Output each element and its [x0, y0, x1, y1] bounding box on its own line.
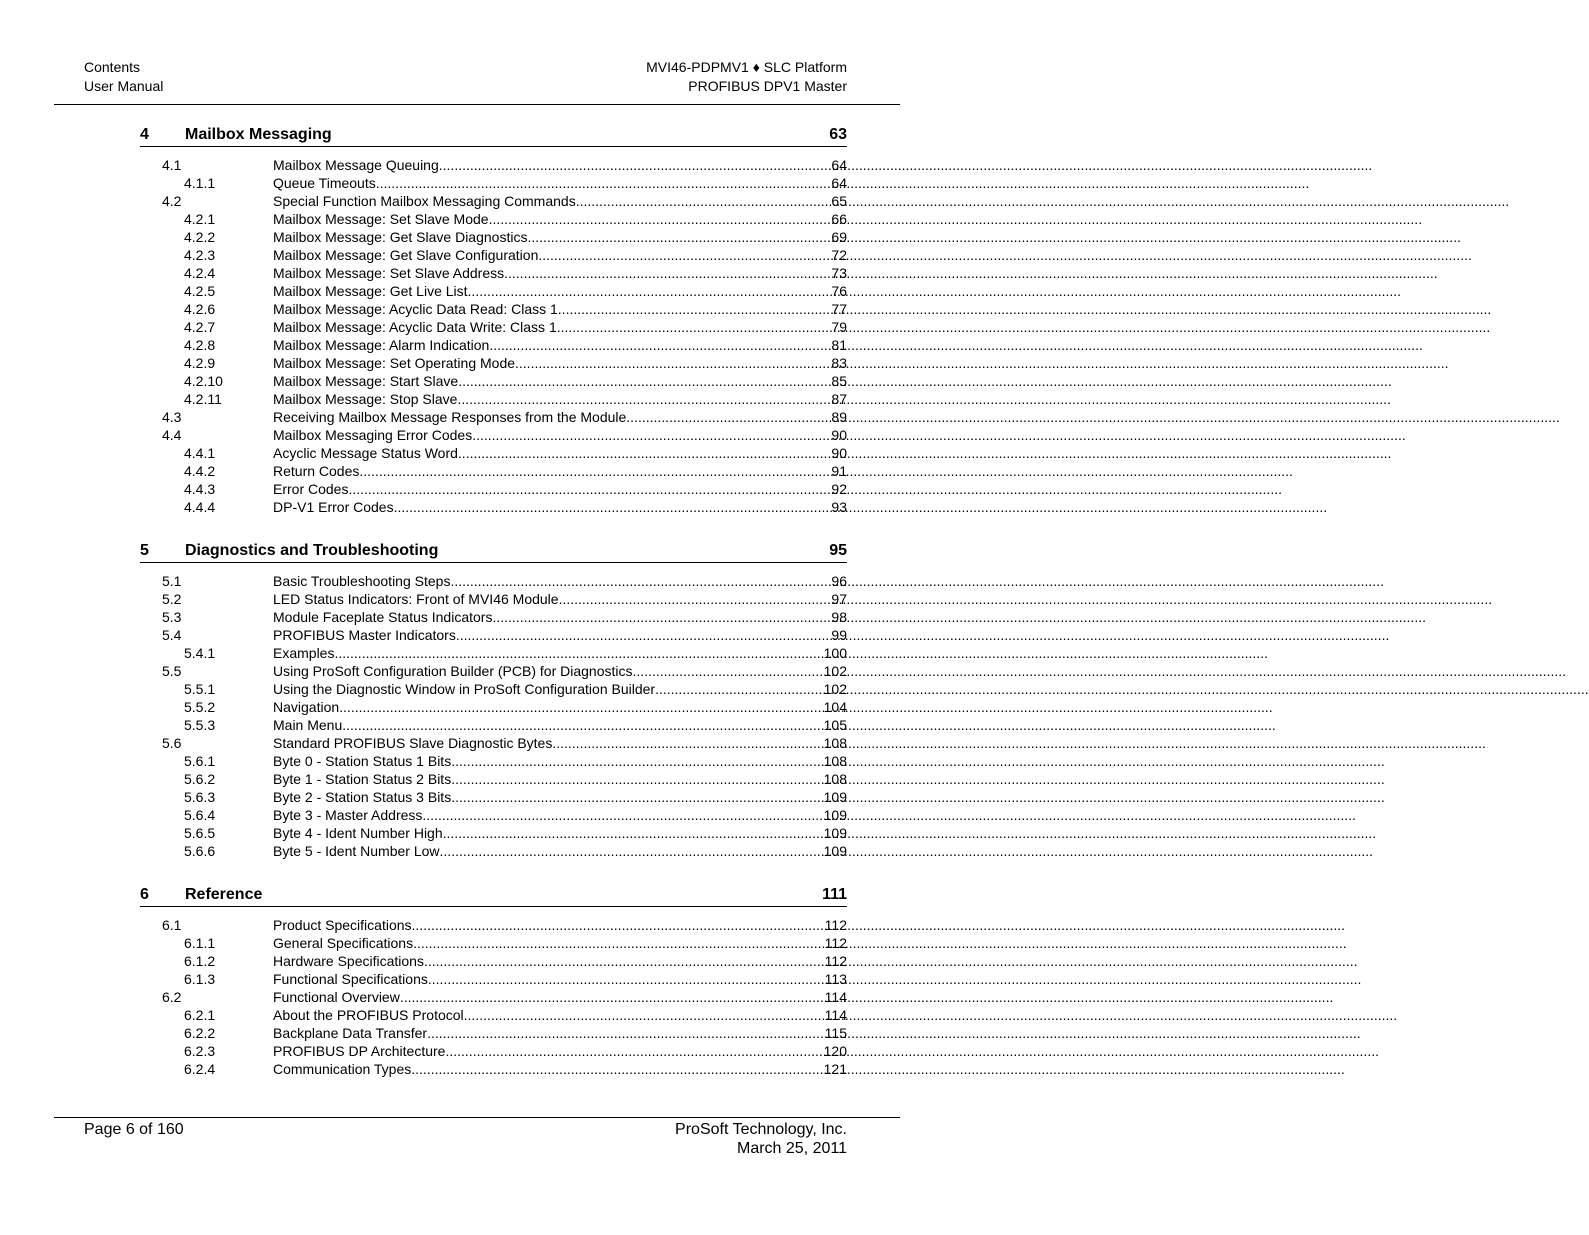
entry-number: 6.1.1 — [184, 935, 216, 951]
table-of-contents — [140, 124, 847, 1102]
entry-number: 4.4.2 — [184, 463, 216, 479]
entry-title: Examples — [273, 645, 335, 661]
dot-leader — [445, 1042, 820, 1060]
toc-entry[interactable] — [140, 1042, 847, 1060]
entry-title: Basic Troubleshooting Steps — [273, 573, 451, 589]
entry-page-number: 108 — [823, 735, 847, 751]
entry-number: 6.1.2 — [184, 953, 216, 969]
page-header-left — [84, 58, 163, 96]
entry-number: 6.2.2 — [184, 1025, 216, 1041]
dot-leader — [334, 644, 820, 662]
toc-entry[interactable] — [140, 300, 847, 318]
toc-entry[interactable] — [140, 246, 847, 264]
toc-section — [140, 884, 847, 1078]
entry-page-number: 81 — [831, 337, 847, 353]
footer-divider — [54, 1117, 900, 1118]
entry-number: 6.1 — [162, 917, 182, 933]
dot-leader — [576, 192, 829, 210]
entry-page-number: 72 — [831, 247, 847, 263]
entry-title: Mailbox Message: Alarm Indication — [273, 337, 490, 353]
entry-title: Byte 5 - Ident Number Low — [273, 843, 440, 859]
entry-title: Byte 1 - Station Status 2 Bits — [273, 771, 452, 787]
section-page-number: 63 — [829, 126, 847, 143]
entry-title: Mailbox Message: Acyclic Data Read: Class 1 — [273, 301, 558, 317]
toc-entry[interactable] — [140, 662, 847, 680]
dot-leader — [489, 336, 828, 354]
entry-number: 5.4.1 — [184, 645, 216, 661]
entry-number: 5.6 — [162, 735, 182, 751]
dot-leader — [439, 156, 829, 174]
dot-leader — [428, 970, 822, 988]
section-page-number: 111 — [822, 886, 847, 903]
entry-page-number: 109 — [823, 825, 847, 841]
entry-number: 4.2.11 — [184, 391, 222, 407]
toc-entry[interactable] — [140, 824, 847, 842]
entry-page-number: 112 — [824, 917, 847, 933]
dot-leader — [472, 426, 828, 444]
entry-page-number: 77 — [831, 301, 847, 317]
dot-leader — [489, 210, 829, 228]
entry-title: Product Specifications — [273, 917, 412, 933]
toc-entry[interactable] — [140, 680, 847, 698]
entry-page-number: 102 — [823, 681, 847, 697]
entry-page-number: 114 — [824, 989, 847, 1005]
toc-entry[interactable] — [140, 916, 847, 934]
toc-entry[interactable] — [140, 934, 847, 952]
entry-page-number: 92 — [831, 481, 847, 497]
entry-title: Byte 2 - Station Status 3 Bits — [273, 789, 452, 805]
entry-title: PROFIBUS Master Indicators — [273, 627, 456, 643]
entry-page-number: 121 — [823, 1061, 847, 1077]
entry-number: 5.1 — [162, 573, 182, 589]
entry-page-number: 108 — [823, 771, 847, 787]
toc-entry[interactable] — [140, 1024, 847, 1042]
entry-page-number: 100 — [823, 645, 847, 661]
toc-entry[interactable] — [140, 480, 847, 498]
entry-title: Mailbox Message: Set Operating Mode — [273, 355, 516, 371]
entry-page-number: 105 — [823, 717, 847, 733]
dot-leader — [394, 498, 829, 516]
toc-entry[interactable] — [140, 590, 847, 608]
toc-entry[interactable] — [140, 174, 847, 192]
entry-title: Mailbox Message: Stop Slave — [273, 391, 458, 407]
entry-title: About the PROFIBUS Protocol — [273, 1007, 464, 1023]
dot-leader — [412, 916, 822, 934]
entry-page-number: 109 — [823, 789, 847, 805]
entry-title: Byte 0 - Station Status 1 Bits — [273, 753, 452, 769]
toc-entry[interactable] — [140, 444, 847, 462]
dot-leader — [552, 734, 820, 752]
toc-entry[interactable] — [140, 318, 847, 336]
dot-leader — [633, 662, 821, 680]
entry-number: 4.4.4 — [184, 499, 216, 515]
entry-number: 5.6.5 — [184, 825, 216, 841]
entry-title: PROFIBUS DP Architecture — [273, 1043, 446, 1059]
section-page-number: 95 — [829, 542, 847, 559]
dot-leader — [458, 372, 828, 390]
entry-title: Mailbox Message: Set Slave Address — [273, 265, 505, 281]
entry-title: General Specifications — [273, 935, 414, 951]
dot-leader — [492, 608, 828, 626]
toc-entry[interactable] — [140, 1006, 847, 1024]
toc-entry[interactable] — [140, 770, 847, 788]
entry-page-number: 90 — [831, 445, 847, 461]
dot-leader — [457, 390, 828, 408]
entry-number: 5.2 — [162, 591, 182, 607]
dot-leader — [458, 444, 829, 462]
entry-title: Mailbox Message: Acyclic Data Write: Class 1 — [273, 319, 557, 335]
page-header-right — [646, 58, 847, 96]
entry-page-number: 96 — [831, 573, 847, 589]
entry-page-number: 65 — [831, 193, 847, 209]
entry-title: Mailbox Message: Get Live List — [273, 283, 468, 299]
toc-entry[interactable] — [140, 390, 847, 408]
dot-leader — [451, 770, 820, 788]
toc-entry[interactable] — [140, 498, 847, 516]
entry-page-number: 112 — [824, 935, 847, 951]
section-title: Reference — [185, 886, 263, 903]
entry-page-number: 114 — [824, 1007, 847, 1023]
entry-number: 4.4.3 — [184, 481, 216, 497]
entry-title: Mailbox Message: Start Slave — [273, 373, 459, 389]
entry-number: 4.4.1 — [184, 445, 216, 461]
toc-entry[interactable] — [140, 462, 847, 480]
entry-title: Using the Diagnostic Window in ProSoft Configuration Builder — [273, 681, 656, 697]
toc-entry[interactable] — [140, 156, 847, 174]
entry-page-number: 79 — [831, 319, 847, 335]
entry-page-number: 109 — [823, 843, 847, 859]
toc-entry[interactable] — [140, 372, 847, 390]
toc-section-heading[interactable] — [140, 124, 847, 147]
dot-leader — [504, 264, 828, 282]
dot-leader — [557, 318, 829, 336]
toc-entry[interactable] — [140, 1060, 847, 1078]
header-protocol-label: PROFIBUS DPV1 Master — [688, 78, 847, 94]
toc-entry[interactable] — [140, 752, 847, 770]
toc-entry[interactable] — [140, 788, 847, 806]
dot-leader — [515, 354, 828, 372]
entry-page-number: 120 — [823, 1043, 847, 1059]
toc-entry[interactable] — [140, 228, 847, 246]
dot-leader — [440, 842, 821, 860]
entry-page-number: 97 — [831, 591, 847, 607]
toc-entry[interactable] — [140, 336, 847, 354]
toc-entry[interactable] — [140, 970, 847, 988]
toc-entry[interactable] — [140, 988, 847, 1006]
toc-entry[interactable] — [140, 842, 847, 860]
dot-leader — [538, 246, 828, 264]
dot-leader — [376, 174, 829, 192]
toc-entry[interactable] — [140, 716, 847, 734]
entry-title: Mailbox Messaging Error Codes — [273, 427, 473, 443]
toc-entry[interactable] — [140, 282, 847, 300]
dot-leader — [443, 824, 821, 842]
header-divider — [54, 104, 900, 105]
toc-entry[interactable] — [140, 734, 847, 752]
entry-title: DP-V1 Error Codes — [273, 499, 394, 515]
entry-number: 4.1.1 — [184, 175, 216, 191]
dot-leader — [527, 228, 828, 246]
section-number: 6 — [140, 886, 149, 903]
toc-entry[interactable] — [140, 626, 847, 644]
entry-number: 4.2 — [162, 193, 182, 209]
entry-title: Module Faceplate Status Indicators — [273, 609, 493, 625]
footer-company: ProSoft Technology, Inc. — [675, 1121, 847, 1138]
entry-title: Error Codes — [273, 481, 349, 497]
dot-leader — [456, 626, 829, 644]
entry-number: 4.2.6 — [184, 301, 216, 317]
section-number: 4 — [140, 126, 149, 143]
toc-entry[interactable] — [140, 608, 847, 626]
entry-page-number: 73 — [831, 265, 847, 281]
entry-number: 5.6.1 — [184, 753, 216, 769]
entry-page-number: 64 — [831, 175, 847, 191]
entry-title: Functional Overview — [273, 989, 400, 1005]
entry-number: 4.3 — [162, 409, 182, 425]
entry-title: Hardware Specifications — [273, 953, 424, 969]
entry-title: Navigation — [273, 699, 340, 715]
entry-title: Byte 4 - Ident Number High — [273, 825, 443, 841]
dot-leader — [464, 1006, 822, 1024]
entry-page-number: 99 — [831, 627, 847, 643]
entry-number: 4.1 — [162, 157, 182, 173]
toc-entry[interactable] — [140, 698, 847, 716]
dot-leader — [400, 988, 822, 1006]
entry-page-number: 113 — [824, 971, 847, 987]
dot-leader — [451, 788, 820, 806]
dot-leader — [342, 716, 820, 734]
entry-page-number: 112 — [824, 953, 847, 969]
toc-entry[interactable] — [140, 408, 847, 426]
entry-page-number: 69 — [831, 229, 847, 245]
dot-leader — [339, 698, 820, 716]
entry-number: 4.2.10 — [184, 373, 223, 389]
entry-number: 5.6.2 — [184, 771, 216, 787]
entry-title: Using ProSoft Configuration Builder (PCB) for Diagnostics — [273, 663, 633, 679]
dot-leader — [427, 1024, 822, 1042]
entry-number: 5.5.2 — [184, 699, 216, 715]
entry-title: Communication Types — [273, 1061, 412, 1077]
entry-number: 5.5 — [162, 663, 182, 679]
entry-number: 5.6.4 — [184, 807, 216, 823]
entry-title: Backplane Data Transfer — [273, 1025, 428, 1041]
entry-title: Receiving Mailbox Message Responses from the Module — [273, 409, 627, 425]
toc-section-heading[interactable] — [140, 884, 847, 907]
section-title: Diagnostics and Troubleshooting — [185, 542, 439, 559]
entry-number: 4.2.8 — [184, 337, 216, 353]
entry-page-number: 98 — [831, 609, 847, 625]
entry-title: Byte 3 - Master Address — [273, 807, 423, 823]
entry-number: 4.2.1 — [184, 211, 216, 227]
dot-leader — [450, 572, 828, 590]
entry-number: 5.6.6 — [184, 843, 216, 859]
dot-leader — [451, 752, 820, 770]
entry-page-number: 104 — [823, 699, 847, 715]
toc-section — [140, 540, 847, 860]
dot-leader — [411, 1060, 820, 1078]
dot-leader — [348, 480, 828, 498]
entry-page-number: 76 — [831, 283, 847, 299]
entry-title: Mailbox Message: Get Slave Diagnostics — [273, 229, 528, 245]
entry-page-number: 108 — [823, 753, 847, 769]
entry-number: 6.2 — [162, 989, 182, 1005]
entry-number: 6.2.1 — [184, 1007, 216, 1023]
toc-entry[interactable] — [140, 952, 847, 970]
section-number: 5 — [140, 542, 149, 559]
toc-entry[interactable] — [140, 426, 847, 444]
entry-number: 5.4 — [162, 627, 182, 643]
toc-section — [140, 124, 847, 516]
entry-number: 6.2.4 — [184, 1061, 216, 1077]
entry-title: Mailbox Message Queuing — [273, 157, 439, 173]
entry-number: 4.2.3 — [184, 247, 216, 263]
entry-page-number: 102 — [823, 663, 847, 679]
entry-title: Mailbox Message: Set Slave Mode — [273, 211, 489, 227]
entry-number: 6.1.3 — [184, 971, 216, 987]
dot-leader — [359, 462, 828, 480]
entry-page-number: 91 — [831, 463, 847, 479]
entry-title: LED Status Indicators: Front of MVI46 Module — [273, 591, 559, 607]
dot-leader — [413, 934, 822, 952]
dot-leader — [559, 590, 829, 608]
toc-entry[interactable] — [140, 806, 847, 824]
entry-page-number: 64 — [831, 157, 847, 173]
entry-page-number: 87 — [831, 391, 847, 407]
entry-title: Mailbox Message: Get Slave Configuration — [273, 247, 539, 263]
header-contents-label: Contents — [84, 59, 141, 75]
section-title: Mailbox Messaging — [185, 126, 332, 143]
entry-number: 4.2.4 — [184, 265, 216, 281]
footer-date: March 25, 2011 — [737, 1140, 847, 1157]
entry-number: 4.4 — [162, 427, 182, 443]
entry-number: 5.5.3 — [184, 717, 216, 733]
entry-number: 5.6.3 — [184, 789, 216, 805]
entry-number: 4.2.7 — [184, 319, 216, 335]
toc-entry[interactable] — [140, 572, 847, 590]
dot-leader — [468, 282, 829, 300]
toc-section-heading[interactable] — [140, 540, 847, 563]
entry-number: 4.2.9 — [184, 355, 216, 371]
entry-number: 4.2.2 — [184, 229, 216, 245]
dot-leader — [655, 680, 821, 698]
entry-page-number: 109 — [823, 807, 847, 823]
page-number: Page 6 of 160 — [84, 1121, 184, 1138]
entry-title: Queue Timeouts — [273, 175, 376, 191]
entry-title: Main Menu — [273, 717, 343, 733]
header-manual-label: User Manual — [84, 78, 164, 94]
entry-number: 4.2.5 — [184, 283, 216, 299]
toc-entry[interactable] — [140, 354, 847, 372]
entry-number: 5.3 — [162, 609, 182, 625]
entry-page-number: 83 — [831, 355, 847, 371]
page-footer-right — [675, 1120, 847, 1158]
header-product-label: MVI46-PDPMV1 ♦ SLC Platform — [646, 59, 847, 75]
entry-page-number: 89 — [831, 409, 847, 425]
entry-title: Special Function Mailbox Messaging Commands — [273, 193, 576, 209]
entry-number: 6.2.3 — [184, 1043, 216, 1059]
entry-page-number: 85 — [831, 373, 847, 389]
entry-page-number: 66 — [831, 211, 847, 227]
entry-title: Functional Specifications — [273, 971, 428, 987]
entry-title: Return Codes — [273, 463, 360, 479]
entry-title: Standard PROFIBUS Slave Diagnostic Bytes — [273, 735, 553, 751]
dot-leader — [558, 300, 829, 318]
toc-entry[interactable] — [140, 644, 847, 662]
entry-page-number: 93 — [831, 499, 847, 515]
toc-entry[interactable] — [140, 264, 847, 282]
toc-entry[interactable] — [140, 192, 847, 210]
dot-leader — [422, 806, 820, 824]
dot-leader — [626, 408, 828, 426]
entry-page-number: 90 — [831, 427, 847, 443]
entry-title: Acyclic Message Status Word — [273, 445, 458, 461]
entry-number: 5.5.1 — [184, 681, 216, 697]
entry-page-number: 115 — [824, 1025, 847, 1041]
toc-entry[interactable] — [140, 210, 847, 228]
dot-leader — [424, 952, 822, 970]
